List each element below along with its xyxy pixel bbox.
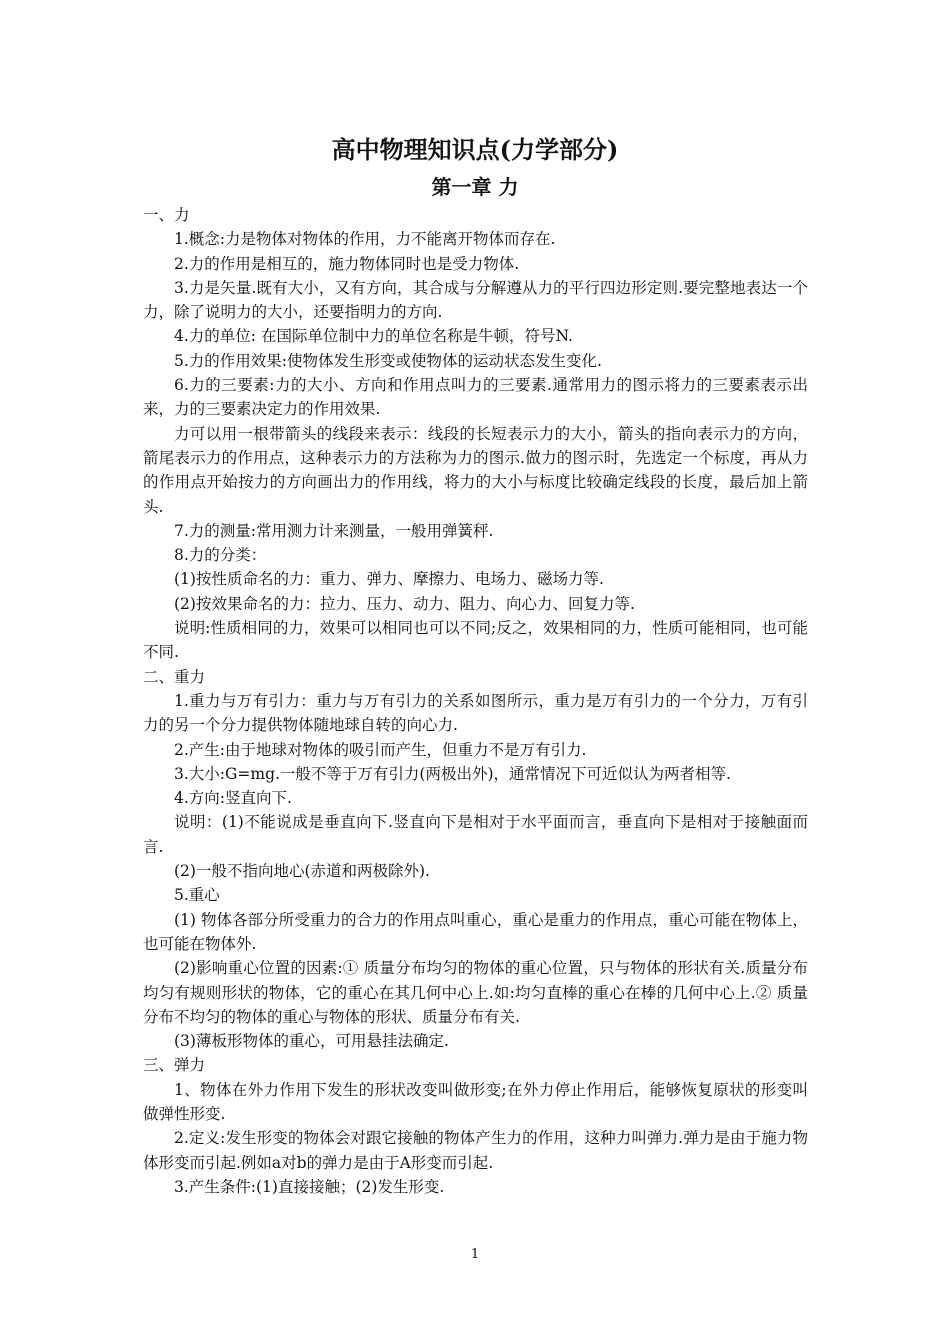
paragraph: 1、物体在外力作用下发生的形状改变叫做形变;在外力停止作用后，能够恢复原状的形变叫做弹性形变.	[143, 1080, 808, 1123]
paragraph: (1)按性质命名的力：重力、弹力、摩擦力、电场力、磁场力等.	[174, 570, 604, 589]
paragraph: 1.重力与万有引力：重力与万有引力的关系如图所示，重力是万有引力的一个分力，万有引力的另一个分力提供物体随地球自转的向心力.	[143, 691, 808, 735]
document-body	[143, 203, 808, 1199]
section-heading: 二、重力	[143, 667, 206, 686]
chapter-heading: 第一章 力	[431, 175, 519, 199]
paragraph: 5.力的作用效果:使物体发生形变或使物体的运动状态发生变化.	[174, 351, 602, 370]
paragraph: 说明:性质相同的力，效果可以相同也可以不同;反之，效果相同的力，性质可能相同，也可能不同.	[143, 619, 808, 662]
paragraph: 2.产生:由于地球对物体的吸引而产生，但重力不是万有引力.	[174, 740, 587, 759]
paragraph: 5.重心	[174, 886, 220, 905]
paragraph: (3)薄板形物体的重心，可用悬挂法确定.	[174, 1032, 449, 1051]
paragraph: (2)影响重心位置的因素:① 质量分布均匀的物体的重心位置，只与物体的形状有关.质量分布均匀有规则形状的物体，它的重心在其几何中心上.如:均匀直棒的重心在棒的几何中心上.② 质量分布不均匀的物体的重心与物体的形状、质量分布有关.	[143, 959, 808, 1026]
section-heading: 一、力	[143, 206, 190, 224]
paragraph: 3.产生条件:(1)直接接触；(2)发生形变.	[174, 1177, 445, 1196]
page-number: 1	[470, 1247, 480, 1262]
paragraph: 7.力的测量:常用测力计来测量，一般用弹簧秤.	[174, 521, 494, 540]
paragraph: 力可以用一根带箭头的线段来表示：线段的长短表示力的大小，箭头的指向表示力的方向，箭尾表示力的作用点，这种表示力的方法称为力的图示.做力的图示时，先选定一个标度，再从力的作用点开始按力的方向画出力的作用线，将力的大小与标度比较确定线段的长度，最后加上箭头.	[143, 424, 808, 516]
paragraph: 2.定义:发生形变的物体会对跟它接触的物体产生力的作用，这种力叫弹力.弹力是由于施力物体形变而引起.例如a对b的弹力是由于A形变而引起.	[143, 1129, 808, 1172]
document-title: 高中物理知识点(力学部分)	[331, 135, 619, 164]
paragraph: 2.力的作用是相互的，施力物体同时也是受力物体.	[174, 254, 520, 273]
paragraph: 3.大小:G=mg.一般不等于万有引力(两极出外)，通常情况下可近似认为两者相等.	[174, 764, 731, 783]
paragraph: 6.力的三要素:力的大小、方向和作用点叫力的三要素.通常用力的图示将力的三要素表示出来，力的三要素决定力的作用效果.	[143, 376, 808, 419]
paragraph: 1.概念:力是物体对物体的作用，力不能离开物体而存在.	[174, 230, 556, 249]
paragraph: 4.力的单位: 在国际单位制中力的单位名称是牛顿，符号N.	[174, 327, 573, 346]
section-heading: 三、弹力	[143, 1056, 206, 1075]
paragraph: 8.力的分类：	[174, 546, 267, 565]
paragraph: (1) 物体各部分所受重力的合力的作用点叫重心，重心是重力的作用点，重心可能在物体上，也可能在物体外.	[143, 910, 808, 953]
paragraph: 3.力是矢量.既有大小，又有方向，其合成与分解遵从力的平行四边形定则.要完整地表达一个力，除了说明力的大小，还要指明力的方向.	[143, 278, 808, 322]
paragraph: 4.方向:竖直向下.	[174, 789, 292, 808]
paragraph: (2)一般不指向地心(赤道和两极除外).	[174, 862, 430, 881]
paragraph: (2)按效果命名的力：拉力、压力、动力、阻力、向心力、回复力等.	[174, 594, 635, 613]
paragraph: 说明：(1)不能说成是垂直向下.竖直向下是相对于水平面而言，垂直向下是相对于接触面而言.	[143, 813, 808, 856]
